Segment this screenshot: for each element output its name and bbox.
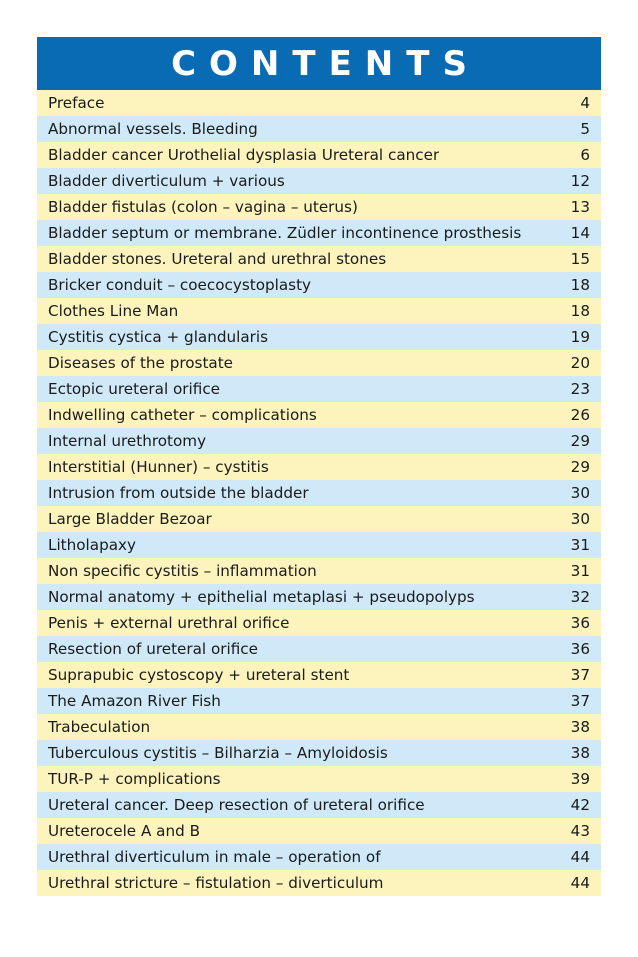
toc-entry-page-number: 26 — [570, 406, 590, 424]
toc-entry[interactable] — [37, 532, 601, 558]
toc-entry-page-number: 32 — [570, 588, 590, 606]
toc-entry[interactable] — [37, 298, 601, 324]
toc-entry-title: Clothes Line Man — [48, 302, 179, 320]
toc-entry-title: Bladder stones. Ureteral and urethral stones — [48, 250, 387, 268]
toc-entry-title: Cystitis cystica + glandularis — [48, 328, 269, 346]
toc-entry[interactable] — [37, 792, 601, 818]
toc-entry-title: Internal urethrotomy — [48, 432, 207, 450]
toc-entry[interactable] — [37, 480, 601, 506]
toc-entry[interactable] — [37, 402, 601, 428]
toc-entry[interactable] — [37, 272, 601, 298]
toc-entry-title: Bladder fistulas (colon – vagina – uterus) — [48, 198, 358, 216]
toc-entry[interactable] — [37, 818, 601, 844]
contents-header — [37, 37, 601, 90]
toc-entry-title: TUR-P + complications — [48, 770, 221, 788]
toc-entry-page-number: 6 — [580, 146, 590, 164]
toc-entry[interactable] — [37, 506, 601, 532]
toc-entry-page-number: 20 — [570, 354, 590, 372]
toc-entry-page-number: 23 — [570, 380, 590, 398]
toc-entry-title: Ureterocele A and B — [48, 822, 200, 840]
toc-entry-page-number: 30 — [570, 484, 590, 502]
toc-entry-page-number: 37 — [570, 692, 590, 710]
toc-entry[interactable] — [37, 662, 601, 688]
toc-entry-title: The Amazon River Fish — [48, 692, 221, 710]
toc-entry-title: Ectopic ureteral orifice — [48, 380, 221, 398]
toc-entry-page-number: 14 — [570, 224, 590, 242]
toc-entry[interactable] — [37, 714, 601, 740]
toc-entry-title: Diseases of the prostate — [48, 354, 234, 372]
toc-entry-title: Bladder cancer Urothelial dysplasia Ureteral cancer — [48, 146, 440, 164]
toc-entry-title: Interstitial (Hunner) – cystitis — [48, 458, 269, 476]
toc-entry[interactable] — [37, 688, 601, 714]
toc-entry-page-number: 29 — [570, 432, 590, 450]
toc-entry-page-number: 19 — [570, 328, 590, 346]
page-title: CONTENTS — [171, 43, 480, 84]
toc-entry[interactable] — [37, 350, 601, 376]
toc-entry-title: Ureteral cancer. Deep resection of ureteral orifice — [48, 796, 425, 814]
toc-entry-title: Bricker conduit – coecocystoplasty — [48, 276, 312, 294]
toc-entry-title: Non specific cystitis – inflammation — [48, 562, 317, 580]
toc-entry[interactable] — [37, 246, 601, 272]
toc-entry[interactable] — [37, 844, 601, 870]
toc-entry[interactable] — [37, 636, 601, 662]
toc-entry[interactable] — [37, 376, 601, 402]
toc-entry-page-number: 42 — [570, 796, 590, 814]
contents-list — [37, 90, 601, 896]
toc-entry[interactable] — [37, 194, 601, 220]
toc-entry[interactable] — [37, 428, 601, 454]
toc-entry-title: Bladder diverticulum + various — [48, 172, 285, 190]
toc-entry-page-number: 36 — [570, 614, 590, 632]
toc-entry-title: Suprapubic cystoscopy + ureteral stent — [48, 666, 350, 684]
toc-entry-page-number: 29 — [570, 458, 590, 476]
toc-entry-page-number: 37 — [570, 666, 590, 684]
toc-entry-page-number: 12 — [570, 172, 590, 190]
toc-entry[interactable] — [37, 610, 601, 636]
toc-entry-page-number: 13 — [570, 198, 590, 216]
toc-entry-page-number: 5 — [580, 120, 590, 138]
toc-entry-page-number: 38 — [570, 718, 590, 736]
toc-entry-title: Bladder septum or membrane. Züdler incontinence prosthesis — [48, 224, 522, 242]
toc-entry-title: Indwelling catheter – complications — [48, 406, 317, 424]
toc-entry-page-number: 44 — [570, 848, 590, 866]
toc-entry[interactable] — [37, 558, 601, 584]
toc-entry-page-number: 18 — [570, 302, 590, 320]
toc-entry-page-number: 31 — [570, 562, 590, 580]
toc-entry-title: Intrusion from outside the bladder — [48, 484, 309, 502]
toc-entry-page-number: 39 — [570, 770, 590, 788]
toc-entry-title: Penis + external urethral orifice — [48, 614, 290, 632]
toc-entry-title: Resection of ureteral orifice — [48, 640, 258, 658]
toc-entry[interactable] — [37, 740, 601, 766]
toc-entry[interactable] — [37, 168, 601, 194]
toc-entry-title: Abnormal vessels. Bleeding — [48, 120, 258, 138]
toc-entry[interactable] — [37, 90, 601, 116]
toc-entry[interactable] — [37, 142, 601, 168]
toc-entry-page-number: 44 — [570, 874, 590, 892]
toc-entry-page-number: 30 — [570, 510, 590, 528]
toc-entry-page-number: 31 — [570, 536, 590, 554]
toc-entry-page-number: 36 — [570, 640, 590, 658]
toc-entry-title: Urethral stricture – fistulation – diverticulum — [48, 874, 384, 892]
toc-entry[interactable] — [37, 766, 601, 792]
toc-entry[interactable] — [37, 116, 601, 142]
toc-entry-title: Trabeculation — [48, 718, 151, 736]
toc-entry-page-number: 43 — [570, 822, 590, 840]
table-of-contents — [37, 37, 601, 896]
toc-entry[interactable] — [37, 584, 601, 610]
toc-entry[interactable] — [37, 454, 601, 480]
toc-entry[interactable] — [37, 324, 601, 350]
toc-entry-title: Litholapaxy — [48, 536, 137, 554]
toc-entry-title: Urethral diverticulum in male – operation of — [48, 848, 381, 866]
toc-entry-title: Tuberculous cystitis – Bilharzia – Amyloidosis — [48, 744, 388, 762]
toc-entry-title: Preface — [48, 94, 105, 112]
toc-entry-page-number: 15 — [570, 250, 590, 268]
toc-entry-page-number: 18 — [570, 276, 590, 294]
toc-entry-page-number: 38 — [570, 744, 590, 762]
toc-entry[interactable] — [37, 870, 601, 896]
toc-entry-title: Normal anatomy + epithelial metaplasi + pseudopolyps — [48, 588, 475, 606]
toc-entry-page-number: 4 — [580, 94, 590, 112]
toc-entry-title: Large Bladder Bezoar — [48, 510, 212, 528]
toc-entry[interactable] — [37, 220, 601, 246]
